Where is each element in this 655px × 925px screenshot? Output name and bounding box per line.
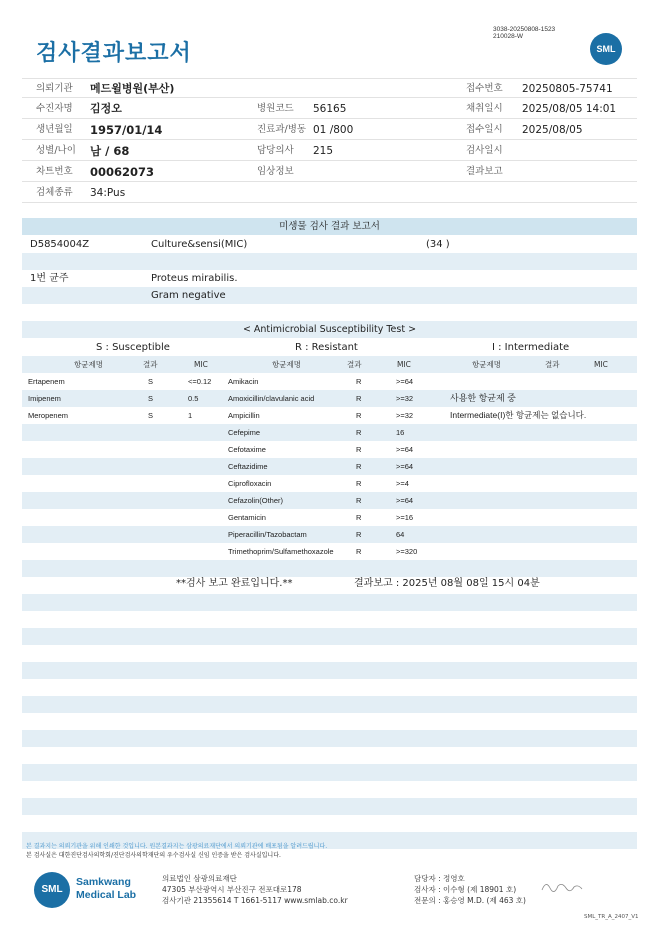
col1-mic-value: 1 (188, 411, 193, 420)
col2-mic-value: >=64 (396, 462, 414, 471)
col2-mic-value: >=320 (396, 547, 418, 556)
legend-resistant: R : Resistant (295, 342, 358, 353)
col2-result: R (356, 411, 362, 420)
col2-result: R (356, 530, 362, 539)
micro-section-title: 미생물 검사 결과 보고서 (279, 221, 380, 232)
report-label: 결과보고 (466, 166, 503, 177)
col2-result: R (356, 394, 362, 403)
specialist: 전문의 : 홍승영 M.D. (제 463 호) (414, 896, 526, 905)
samkwang-logo-text (76, 876, 136, 902)
org-name: 의료법인 삼광의료재단 (162, 874, 237, 883)
col1-drug-name: Imipenem (28, 394, 61, 403)
received-label: 접수일시 (466, 124, 503, 135)
receipt-no-label: 접수번호 (466, 83, 503, 94)
hospital-code-value: 56165 (313, 103, 347, 115)
test-code: D5854004Z (30, 239, 90, 250)
intermediate-note-line2: Intermediate(I)한 항균제는 없습니다. (450, 410, 587, 420)
document-code (493, 26, 555, 40)
info-row-4 (22, 141, 637, 161)
tested-label: 검사일시 (466, 145, 503, 156)
patient-value: 김정오 (90, 102, 122, 115)
col1-drug-name: Meropenem (28, 411, 69, 420)
col2-drug-name: Cefotaxime (228, 445, 266, 454)
logo-line2: Medical Lab (76, 889, 137, 901)
col2-drug-name: Trimethoprim/Sulfamethoxazole (228, 547, 334, 556)
ast-title: < Antimicrobial Susceptibility Test > (242, 324, 417, 335)
col1-mic-value: <=0.12 (188, 377, 212, 386)
row-stripe (22, 628, 637, 645)
row-stripe (22, 458, 637, 475)
col3-result-header: 결과 (545, 360, 560, 369)
row-stripe (22, 424, 637, 441)
spacer (22, 304, 637, 321)
row-stripe (22, 390, 637, 407)
legend-intermediate: I : Intermediate (492, 342, 570, 353)
intermediate-note-line1: 사용한 항균제 중 (450, 393, 516, 403)
signature (540, 878, 584, 894)
col1-drug-header: 항균제명 (74, 360, 103, 369)
col2-result: R (356, 513, 362, 522)
logo-line1: Samkwang (76, 876, 131, 888)
col2-mic-value: >=32 (396, 394, 414, 403)
hospital-code-label: 병원코드 (257, 103, 294, 114)
col2-result: R (356, 377, 362, 386)
info-row-1 (22, 78, 637, 98)
col1-result: S (148, 411, 154, 420)
col2-drug-name: Amikacin (228, 377, 259, 386)
col2-drug-name: Cefepime (228, 428, 261, 437)
col3-drug-header: 항균제명 (472, 360, 501, 369)
col2-mic-value: 16 (396, 428, 405, 437)
org-address: 47305 부산광역시 부산진구 전포대로178 (162, 885, 302, 894)
col2-drug-name: Amoxicillin/clavulanic acid (228, 394, 315, 403)
doctor-value: 215 (313, 145, 334, 157)
col1-mic-value: 0.5 (188, 394, 199, 403)
col1-result: S (148, 394, 154, 403)
notice-line2: 본 검사실은 대한진단검사의학회/진단검사의학재단의 우수검사실 신임 인증을 받은 검사실입니다. (26, 852, 281, 859)
document-code-line1: 3038-20250808-1523 (493, 26, 556, 33)
row-stripe (22, 492, 637, 509)
row-stripe (22, 662, 637, 679)
row-stripe (22, 730, 637, 747)
form-code: SML_TR_A_2407_V1 (584, 914, 639, 920)
info-row-3 (22, 120, 637, 140)
collected-value: 2025/08/05 14:01 (522, 103, 617, 115)
col2-mic-header: MIC (397, 360, 411, 369)
col2-result: R (356, 428, 362, 437)
sml-logo-badge: SML (590, 33, 622, 65)
divider-bar (22, 287, 637, 304)
info-row-2 (22, 99, 637, 119)
col2-drug-header: 항균제명 (272, 360, 301, 369)
info-row-5 (22, 162, 637, 182)
col2-drug-name: Ceftazidime (228, 462, 268, 471)
row-stripe (22, 526, 637, 543)
page-title: 검사결과보고서 (36, 41, 192, 66)
notice-line1: 본 결과지는 의뢰기관을 위해 인쇄한 것입니다. 원본결과지는 삼광의료재단에서 의뢰기관에 배포됨을 알려드립니다. (26, 843, 328, 850)
col2-result: R (356, 547, 362, 556)
col2-mic-value: 64 (396, 530, 405, 539)
institution-value: 메드윌병원(부산) (90, 82, 175, 95)
collected-label: 채취일시 (466, 103, 503, 114)
chart-label: 차트번호 (36, 166, 73, 177)
row-stripe (22, 594, 637, 611)
col2-result: R (356, 479, 362, 488)
received-value: 2025/08/05 (522, 124, 583, 136)
col2-result: R (356, 445, 362, 454)
sex-age-label: 성별/나이 (36, 145, 76, 156)
col2-mic-value: >=64 (396, 445, 414, 454)
sml-logo-mark: SML (34, 872, 70, 908)
col2-mic-value: >=64 (396, 496, 414, 505)
col2-result: R (356, 496, 362, 505)
institution-label: 의뢰기관 (36, 83, 73, 94)
dept-value: 01 /800 (313, 124, 354, 136)
col2-drug-name: Piperacillin/Tazobactam (228, 530, 307, 539)
report-time-text: 결과보고 : 2025년 08월 08일 15시 04분 (354, 578, 540, 589)
document-code-line2: 210028-W (493, 33, 523, 40)
row-stripe (22, 764, 637, 781)
info-row-6 (22, 183, 637, 203)
col2-result: R (356, 462, 362, 471)
col2-mic-value: >=16 (396, 513, 414, 522)
doctor-label: 담당의사 (257, 145, 294, 156)
org-contact: 검사기관 21355614 T 1661-5117 www.smlab.co.kr (162, 896, 348, 905)
col1-drug-name: Ertapenem (28, 377, 65, 386)
col2-drug-name: Gentamicin (228, 513, 266, 522)
col2-mic-value: >=32 (396, 411, 414, 420)
sex-age-value: 남 / 68 (90, 144, 130, 158)
col1-result-header: 결과 (143, 360, 158, 369)
clinical-label: 임상정보 (257, 166, 294, 177)
receipt-no-value: 20250805-75741 (522, 83, 613, 95)
col3-mic-header: MIC (594, 360, 608, 369)
col2-drug-name: Ampicillin (228, 411, 260, 420)
test-name: Culture&sensi(MIC) (151, 239, 248, 250)
col2-result-header: 결과 (347, 360, 362, 369)
specimen-value: 34:Pus (90, 187, 126, 199)
col2-mic-value: >=4 (396, 479, 409, 488)
row-stripe (22, 560, 637, 577)
report-complete-text: **검사 보고 완료입니다.** (176, 578, 293, 589)
dob-label: 생년월일 (36, 124, 73, 135)
patient-label: 수진자명 (36, 103, 73, 114)
gram-stain: Gram negative (151, 290, 226, 301)
dob-value: 1957/01/14 (90, 123, 163, 137)
divider-bar (22, 253, 637, 270)
row-stripe (22, 696, 637, 713)
col2-drug-name: Cefazolin(Other) (228, 496, 284, 505)
manager: 담당자 : 정영호 (414, 874, 465, 883)
legend-susceptible: S : Susceptible (96, 342, 170, 353)
specimen-label: 검체종류 (36, 187, 73, 198)
chart-value: 00062073 (90, 165, 155, 179)
row-stripe (22, 798, 637, 815)
col2-drug-name: Ciprofloxacin (228, 479, 272, 488)
col1-mic-header: MIC (194, 360, 208, 369)
dept-label: 진료과/병동 (257, 124, 307, 135)
examiner: 검사자 : 이수형 (제 18901 호) (414, 885, 517, 894)
organism-name: Proteus mirabilis. (151, 273, 238, 284)
col1-result: S (148, 377, 154, 386)
test-count: (34 ) (426, 239, 450, 250)
col2-mic-value: >=64 (396, 377, 414, 386)
organism-label: 1번 균주 (30, 273, 69, 284)
